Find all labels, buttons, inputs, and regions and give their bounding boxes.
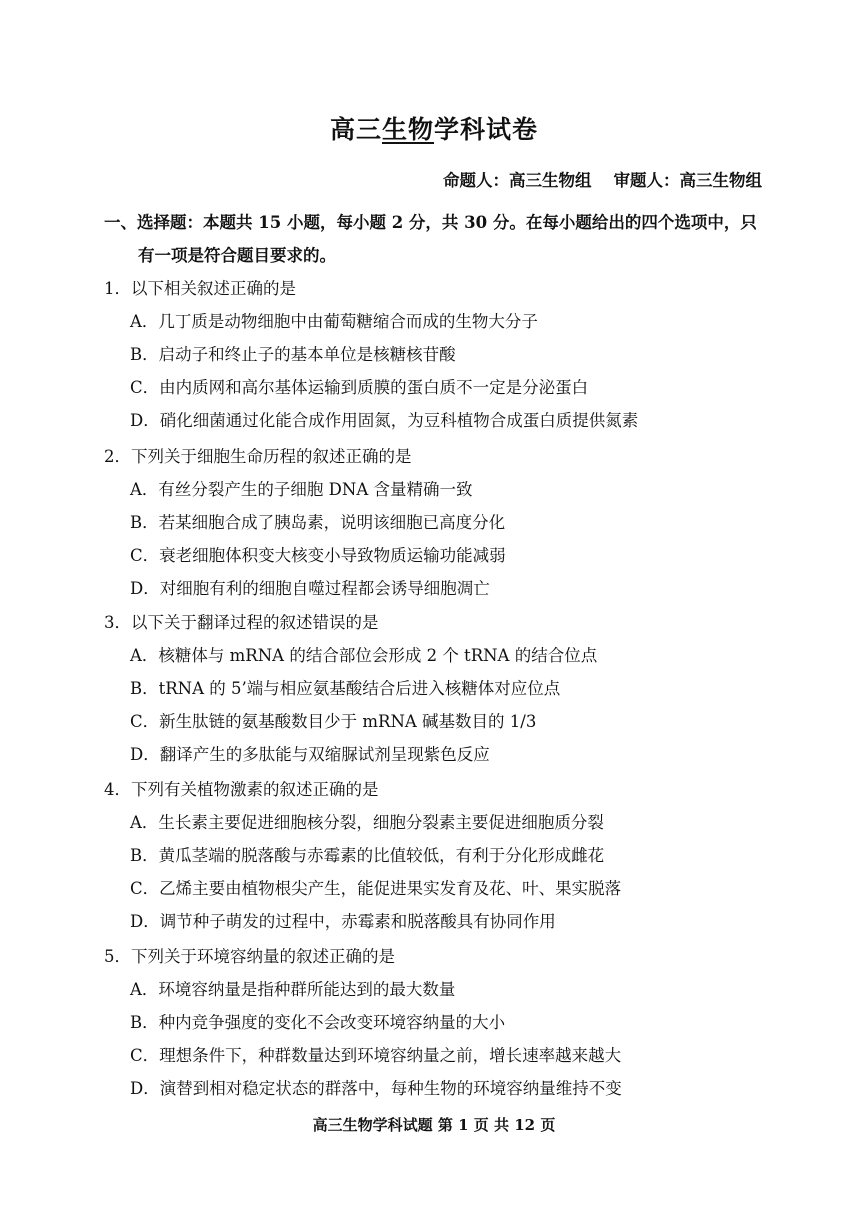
section-heading-line2: 有一项是符合题目要求的。 — [138, 246, 336, 265]
option-c: C．乙烯主要由植物根尖产生，能促进果实发育及花、叶、果实脱落 — [130, 879, 622, 898]
question-3 — [104, 606, 784, 771]
question-stem: 2．下列关于细胞生命历程的叙述正确的是 — [104, 447, 412, 466]
title-subject-underlined: 生物 — [381, 115, 434, 144]
option-d: D．演替到相对稳定状态的群落中，每种生物的环境容纳量维持不变 — [130, 1079, 622, 1098]
page-footer: 高三生物学科试题 第 1 页 共 12 页 — [312, 1116, 556, 1134]
title-part1: 高三 — [329, 115, 382, 144]
author-line — [443, 168, 762, 194]
section-heading-line1: 一、选择题：本题共 15 小题，每小题 2 分，共 30 分。在每小题给出的四个选项中，只 — [104, 213, 757, 232]
question-stem: 1．以下相关叙述正确的是 — [104, 279, 296, 298]
question-reviewer: 审题人：高三生物组 — [613, 171, 762, 190]
question-4 — [104, 773, 784, 938]
option-b: B．tRNA 的 5’端与相应氨基酸结合后进入核糖体对应位点 — [130, 679, 561, 698]
option-d: D．调节种子萌发的过程中，赤霉素和脱落酸具有协同作用 — [130, 912, 556, 931]
question-stem: 5．下列关于环境容纳量的叙述正确的是 — [104, 947, 395, 966]
option-c: C．由内质网和高尔基体运输到质膜的蛋白质不一定是分泌蛋白 — [130, 378, 589, 397]
option-a: A．环境容纳量是指种群所能达到的最大数量 — [130, 980, 456, 999]
option-d: D．硝化细菌通过化能合成作用固氮，为豆科植物合成蛋白质提供氮素 — [130, 411, 639, 430]
question-stem: 3．以下关于翻译过程的叙述错误的是 — [104, 613, 379, 632]
section-heading — [104, 206, 764, 272]
question-1 — [104, 272, 784, 437]
option-c: C．衰老细胞体积变大核变小导致物质运输功能减弱 — [130, 546, 506, 565]
option-c: C．新生肽链的氨基酸数目少于 mRNA 碱基数目的 1/3 — [130, 712, 537, 731]
option-c: C．理想条件下，种群数量达到环境容纳量之前，增长速率越来越大 — [130, 1046, 622, 1065]
option-a: A．核糖体与 mRNA 的结合部位会形成 2 个 tRNA 的结合位点 — [130, 646, 598, 665]
option-a: A．有丝分裂产生的子细胞 DNA 含量精确一致 — [130, 480, 473, 499]
option-d: D．翻译产生的多肽能与双缩脲试剂呈现紫色反应 — [130, 745, 490, 764]
option-b: B．黄瓜茎端的脱落酸与赤霉素的比值较低，有利于分化形成雌花 — [130, 846, 605, 865]
question-2 — [104, 440, 784, 605]
option-b: B．若某细胞合成了胰岛素，说明该细胞已高度分化 — [130, 513, 506, 532]
option-b: B．种内竞争强度的变化不会改变环境容纳量的大小 — [130, 1013, 506, 1032]
option-b: B．启动子和终止子的基本单位是核糖核苷酸 — [130, 345, 456, 364]
question-setter: 命题人：高三生物组 — [443, 171, 592, 190]
question-5 — [104, 940, 784, 1105]
question-stem: 4．下列有关植物激素的叙述正确的是 — [104, 780, 379, 799]
option-a: A．几丁质是动物细胞中由葡萄糖缩合而成的生物大分子 — [130, 312, 538, 331]
option-d: D．对细胞有利的细胞自噬过程都会诱导细胞凋亡 — [130, 579, 490, 598]
title-part3: 学科试卷 — [434, 115, 539, 144]
page-title — [0, 112, 868, 148]
option-a: A．生长素主要促进细胞核分裂，细胞分裂素主要促进细胞质分裂 — [130, 813, 604, 832]
